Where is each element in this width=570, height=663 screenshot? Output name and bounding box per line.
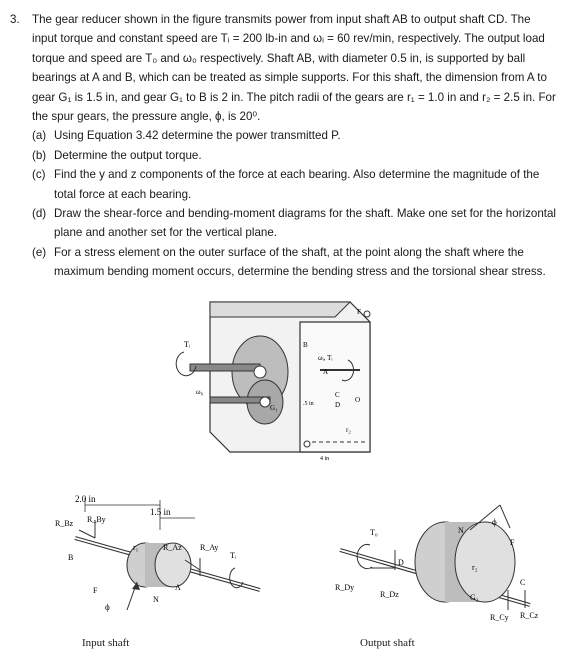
label-rdz: R_Dz xyxy=(380,590,399,599)
label-ti-top: Tᵢ xyxy=(184,340,191,349)
label-g1: G₁ xyxy=(270,404,278,412)
label-n-input: N xyxy=(153,595,159,604)
label-rbz: R_Bz xyxy=(55,519,74,528)
label-to: T₀ xyxy=(370,528,378,537)
label-g2: G₂ xyxy=(470,593,479,602)
label-f-top: F xyxy=(357,308,361,316)
part-e: (e) For a stress element on the outer surface of the shaft, at the point along the shaft where the maximum bending moment occurs, determine the bending stress and the torsional shear stress. xyxy=(32,245,546,279)
label-c-output: C xyxy=(520,578,526,587)
label-f-output: F xyxy=(510,538,515,547)
label-n-output: N xyxy=(458,526,464,535)
label-wi-ti: ωᵢ, Tᵢ xyxy=(318,354,333,362)
part-b: (b) Determine the output torque. xyxy=(32,148,202,162)
part-a: (a) Using Equation 3.42 determine the power transmitted P. xyxy=(32,129,341,143)
caption-input-shaft: Input shaft xyxy=(82,637,130,649)
problem-text xyxy=(10,10,558,282)
label-ti-input: Tᵢ xyxy=(230,551,237,560)
caption-output-shaft: Output shaft xyxy=(360,637,415,649)
label-r1: r₁ xyxy=(133,543,139,552)
label-c-top: C xyxy=(335,391,340,399)
label-r2-output: r₂ xyxy=(472,563,478,572)
label-wo: ω₀ xyxy=(196,388,204,396)
label-b-top: B xyxy=(303,341,308,349)
part-c: (c) Find the y and z components of the force at each bearing. Also determine the magnitude of the total force at each bearing. xyxy=(32,168,540,201)
label-a-input: A xyxy=(175,583,181,592)
part-d: (d) Draw the shear-force and bending-moment diagrams for the shaft. Make one set for the horizontal plane and another set for the vertical plane. xyxy=(32,207,557,240)
label-dim-4in: 4 in xyxy=(320,456,330,462)
label-dim-5in: .5 in xyxy=(303,401,314,407)
label-d-output: D xyxy=(398,558,404,567)
label-rdy: R_Dy xyxy=(335,583,355,592)
dim-2-0: 2.0 in xyxy=(75,494,96,504)
problem-number: 3. xyxy=(10,13,20,26)
label-ray: R_Ay xyxy=(200,543,219,552)
label-rcy: R_Cy xyxy=(490,613,509,622)
label-raz: R_Az xyxy=(163,543,182,552)
input-shaft-figure xyxy=(55,490,275,635)
label-rcz: R_Cz xyxy=(520,611,539,620)
label-phi-input: ϕ xyxy=(105,602,110,612)
dim-1-5: 1.5 in xyxy=(150,507,171,517)
label-f-input: F xyxy=(93,586,98,595)
problem-statement: The gear reducer shown in the figure transmits power from input shaft AB to output shaft CD. The input torque and constant speed are Tᵢ = 200 lb-in and ωᵢ = 60 rev/min, respectively. The output load torque and speed are T₀ and ω₀ respectively. Shaft AB, with diameter 0.5 in, is supported by ball bearings at A and B, which can be treated as simple supports. For this shaft, the dimension from A to gear G₁ is 1.5 in, and gear G₁ to B is 2 in. The pitch radii of the gears are r₁ = 1.0 in and r₂ = 2.5 in. For the spur gears, the pressure angle, ϕ, is 20⁰. xyxy=(32,13,556,124)
label-d-top: D xyxy=(335,401,341,409)
problem-parts xyxy=(32,126,558,281)
output-shaft-figure xyxy=(330,490,550,635)
label-rby: R_By xyxy=(87,515,106,524)
gearbox-figure xyxy=(170,292,390,472)
label-phi-output: ϕ xyxy=(492,517,497,527)
label-r2-top: r₂ xyxy=(346,426,351,434)
label-o-top: O xyxy=(355,396,361,404)
label-b-input: B xyxy=(68,553,74,562)
label-a-top: A xyxy=(323,368,329,376)
